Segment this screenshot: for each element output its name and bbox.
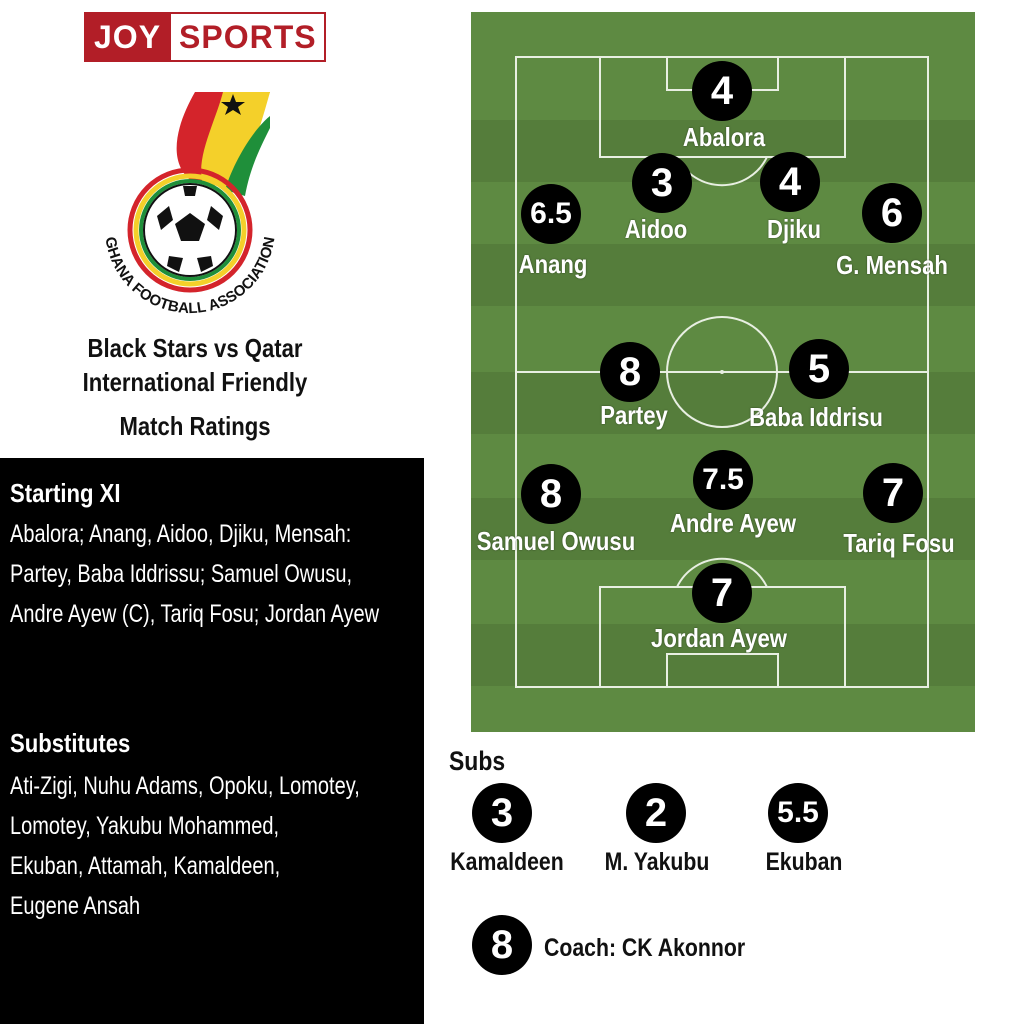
player-rating-badge: 7 bbox=[692, 563, 752, 623]
player-rating-badge: 6 bbox=[862, 183, 922, 243]
logo-joy-text: JOY bbox=[86, 14, 171, 60]
player-rating-badge: 8 bbox=[521, 464, 581, 524]
coach-label: Coach: CK Akonnor bbox=[544, 934, 746, 962]
logo-sports-text: SPORTS bbox=[179, 19, 317, 55]
starting-xi-heading: Starting XI bbox=[10, 478, 121, 508]
player-name: Andre Ayew bbox=[669, 508, 797, 538]
player-name: G. Mensah bbox=[836, 250, 948, 280]
match-title-line1: Black Stars vs Qatar bbox=[87, 333, 303, 363]
starting-xi-line: Partey, Baba Iddrissu; Samuel Owusu, bbox=[10, 560, 353, 588]
substitutes-line: Lomotey, Yakubu Mohammed, bbox=[10, 812, 280, 840]
player-name: Partey bbox=[600, 400, 668, 430]
player-name: Djiku bbox=[766, 214, 822, 244]
player-name: Anang bbox=[518, 249, 588, 279]
sub-rating-badge: 3 bbox=[472, 783, 532, 843]
match-title-line2: International Friendly bbox=[82, 367, 308, 397]
lineup-panel bbox=[0, 458, 424, 1024]
player-name: Baba Iddrisu bbox=[749, 402, 883, 432]
starting-xi-list bbox=[10, 514, 386, 634]
starting-xi-line: Abalora; Anang, Aidoo, Djiku, Mensah: bbox=[10, 520, 352, 548]
player-rating-badge: 3 bbox=[632, 153, 692, 213]
substitutes-heading: Substitutes bbox=[10, 728, 131, 758]
sub-rating-badge: 5.5 bbox=[768, 783, 828, 843]
sub-name: Ekuban bbox=[765, 848, 843, 876]
sub-name: M. Yakubu bbox=[604, 848, 710, 876]
player-name: Samuel Owusu bbox=[476, 526, 636, 556]
substitutes-line: Eugene Ansah bbox=[10, 892, 141, 920]
subs-heading: Subs bbox=[449, 746, 506, 776]
player-rating-badge: 8 bbox=[600, 342, 660, 402]
player-rating-badge: 5 bbox=[789, 339, 849, 399]
substitutes-line: Ati-Zigi, Nuhu Adams, Opoku, Lomotey, bbox=[10, 772, 360, 800]
gfa-crest-logo bbox=[95, 88, 285, 328]
player-rating-badge: 7 bbox=[863, 463, 923, 523]
coach-rating-badge: 8 bbox=[472, 915, 532, 975]
player-rating-badge: 4 bbox=[692, 61, 752, 121]
player-rating-badge: 4 bbox=[760, 152, 820, 212]
substitutes-list bbox=[10, 766, 386, 926]
player-name: Aidoo bbox=[624, 214, 688, 244]
crest-text: GHANA FOOTBALL ASSOCIATION bbox=[101, 235, 279, 318]
player-name: Tariq Fosu bbox=[843, 528, 955, 558]
sub-rating-badge: 2 bbox=[626, 783, 686, 843]
football-pitch bbox=[471, 12, 975, 732]
joy-sports-logo bbox=[84, 12, 326, 62]
sub-name: Kamaldeen bbox=[450, 848, 564, 876]
player-rating-badge: 6.5 bbox=[521, 184, 581, 244]
substitutes-line: Ekuban, Attamah, Kamaldeen, bbox=[10, 852, 281, 880]
starting-xi-line: Andre Ayew (C), Tariq Fosu; Jordan Ayew bbox=[10, 600, 380, 628]
player-name: Jordan Ayew bbox=[651, 623, 787, 653]
player-name: Abalora bbox=[682, 122, 766, 152]
player-rating-badge: 7.5 bbox=[693, 450, 753, 510]
match-title-line3: Match Ratings bbox=[119, 411, 271, 441]
